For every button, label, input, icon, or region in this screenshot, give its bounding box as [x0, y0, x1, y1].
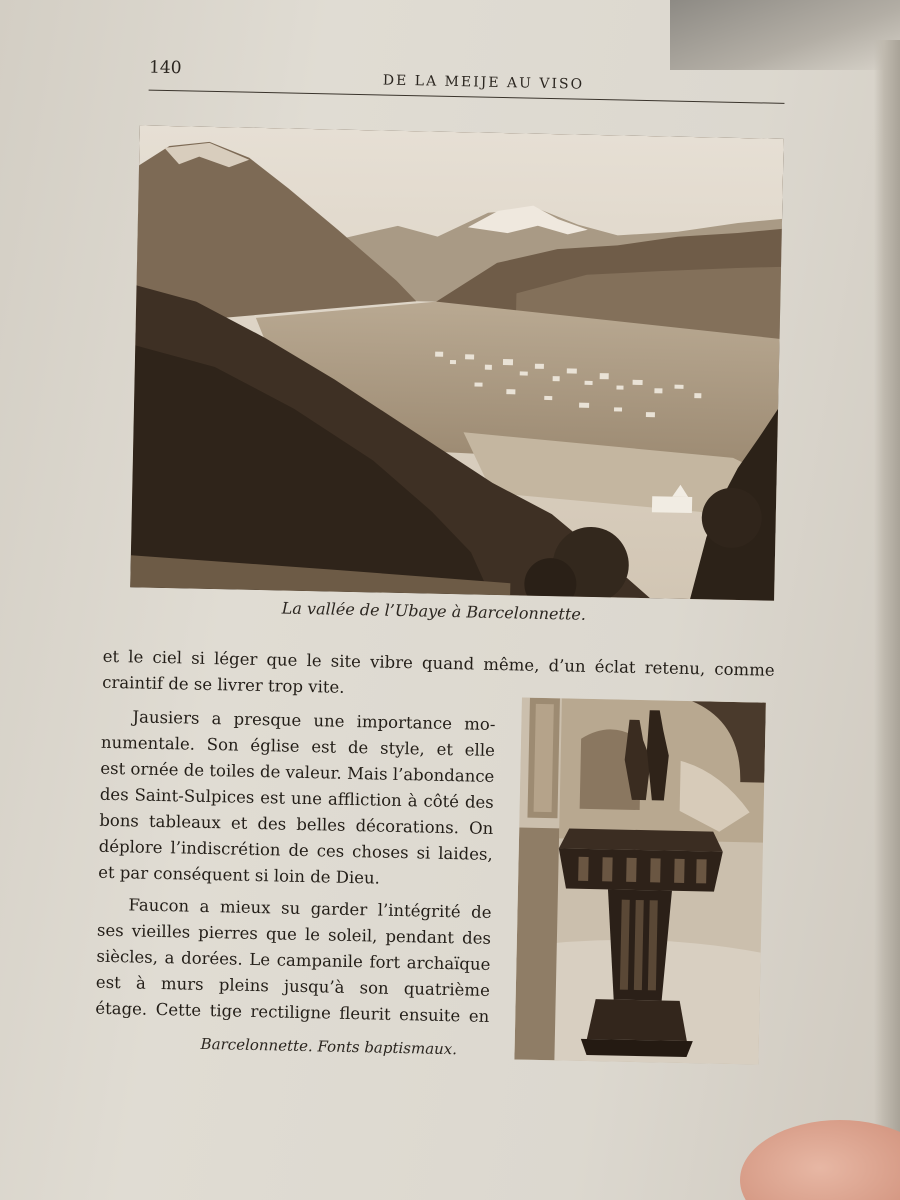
body-text-line: est à murs pleins jusqu’à son quatrième — [95, 972, 491, 1000]
baptismal-font-drawing — [514, 698, 766, 1065]
body-text-line: étage. Cette tige rectiligne fleurit ensuite en — [95, 998, 490, 1026]
body-text-line: craintif de se livrer trop vite. — [102, 672, 345, 697]
valley-photograph — [130, 125, 784, 600]
header-rule — [149, 90, 785, 104]
body-text-line: Jausiers a presque une importance mo- — [132, 707, 496, 734]
body-text-line: et par conséquent si loin de Dieu. — [98, 862, 381, 888]
body-text-line: et le ciel si léger que le site vibre quand même, d’un éclat retenu, comme — [102, 646, 775, 680]
figure-caption-font: Barcelonnette. Fonts baptismaux. — [200, 1034, 458, 1059]
body-text-line: numentale. Son église est de style, et elle — [100, 732, 496, 760]
body-text-line: déplore l’indiscrétion de ces choses si laides, — [98, 836, 493, 864]
body-text-line: Faucon a mieux su garder l’intégrité de — [128, 895, 492, 922]
body-text-line: siècles, a dorées. Le campanile fort archaïque — [96, 946, 491, 974]
running-head: DE LA MEIJE AU VISO — [382, 72, 585, 93]
body-text-line: des Saint-Sulpices est une affliction à côté des — [99, 784, 494, 812]
body-text-line: ses vieilles pierres que le soleil, pendant des — [96, 920, 492, 948]
figure-caption-valley: La vallée de l’Ubaye à Barcelonnette. — [281, 598, 587, 624]
baptismal-font-photograph — [514, 698, 766, 1065]
body-text-line: bons tableaux et des belles décorations. On — [99, 810, 494, 838]
body-text-line: est ornée de toiles de valeur. Mais l’abondance — [100, 758, 495, 786]
valley-photo-drawing — [130, 125, 784, 600]
page-number: 140 — [148, 57, 182, 79]
